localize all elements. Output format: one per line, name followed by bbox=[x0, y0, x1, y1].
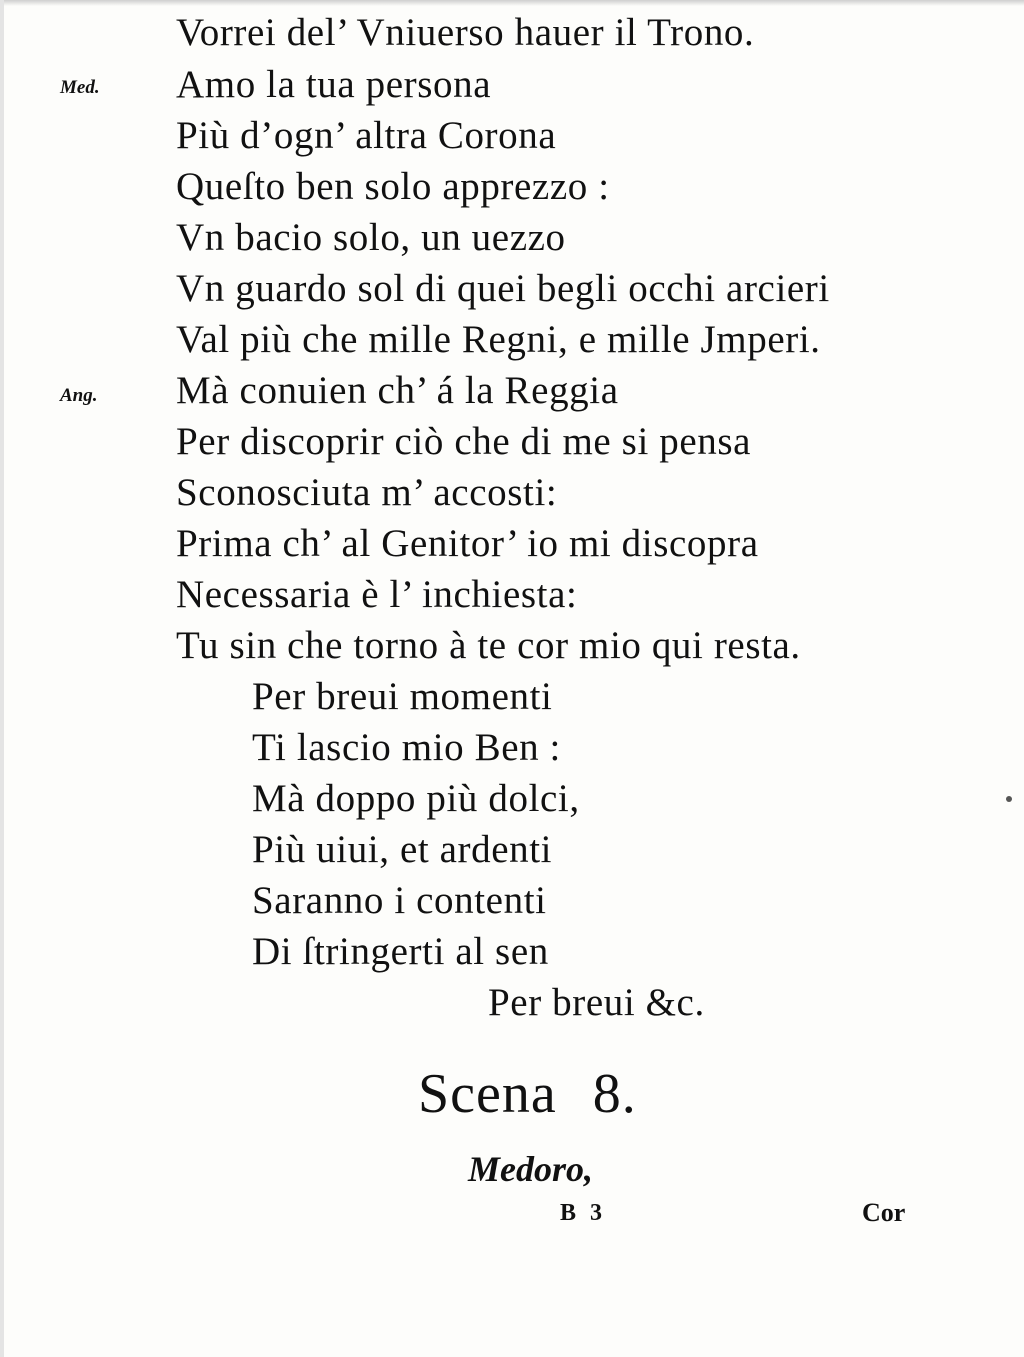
scene-heading bbox=[418, 1062, 637, 1126]
verse-line: Vorrei del’ Vniuerso hauer il Trono. bbox=[176, 11, 755, 54]
aria-line: Per breui momenti bbox=[252, 675, 553, 718]
character-name: Medoro, bbox=[468, 1149, 593, 1189]
aria-line: Di ſtringerti al sen bbox=[252, 930, 549, 973]
catchword: Cor bbox=[862, 1198, 906, 1227]
verse-line: Val più che mille Regni, e mille Jmperi. bbox=[176, 318, 821, 361]
aria-refrain: Per breui &c. bbox=[488, 981, 705, 1024]
verse-line: Mà conuien ch’ á la Reggia bbox=[176, 369, 619, 412]
aria-line: Mà doppo più dolci, bbox=[252, 777, 580, 820]
verse-line: Per discoprir ciò che di me si pensa bbox=[176, 420, 752, 463]
verse-line: Tu sin che torno à te cor mio qui resta. bbox=[176, 624, 801, 667]
verse-line: Sconosciuta m’ accosti: bbox=[176, 471, 558, 514]
verse-line: Prima ch’ al Genitor’ io mi discopra bbox=[176, 522, 759, 565]
aria-line: Più uiui, et ardenti bbox=[252, 828, 553, 871]
speaker-label-medoro: Med. bbox=[60, 77, 100, 98]
verse-line: Necessaria è l’ inchiesta: bbox=[176, 573, 578, 616]
aria-line: Saranno i contenti bbox=[252, 879, 547, 922]
verse-line: Vn guardo sol di quei begli occhi arcieri bbox=[176, 267, 830, 310]
aria-line: Ti lascio mio Ben : bbox=[252, 726, 561, 769]
page-left-edge bbox=[0, 0, 4, 1357]
verse-line: Amo la tua persona bbox=[176, 63, 492, 106]
verse-line: Queſto ben solo apprezzo : bbox=[176, 165, 610, 208]
scene-label: Scena bbox=[418, 1063, 557, 1125]
scene-number: 8. bbox=[592, 1063, 637, 1125]
page-top-edge bbox=[0, 0, 1024, 6]
verse-line: Più d’ogn’ altra Corona bbox=[176, 114, 557, 157]
speaker-label-angelica: Ang. bbox=[60, 385, 98, 406]
scan-speck bbox=[1006, 796, 1012, 802]
printer-signature: B 3 bbox=[560, 1200, 607, 1226]
verse-line: Vn bacio solo, un uezzo bbox=[176, 216, 566, 259]
